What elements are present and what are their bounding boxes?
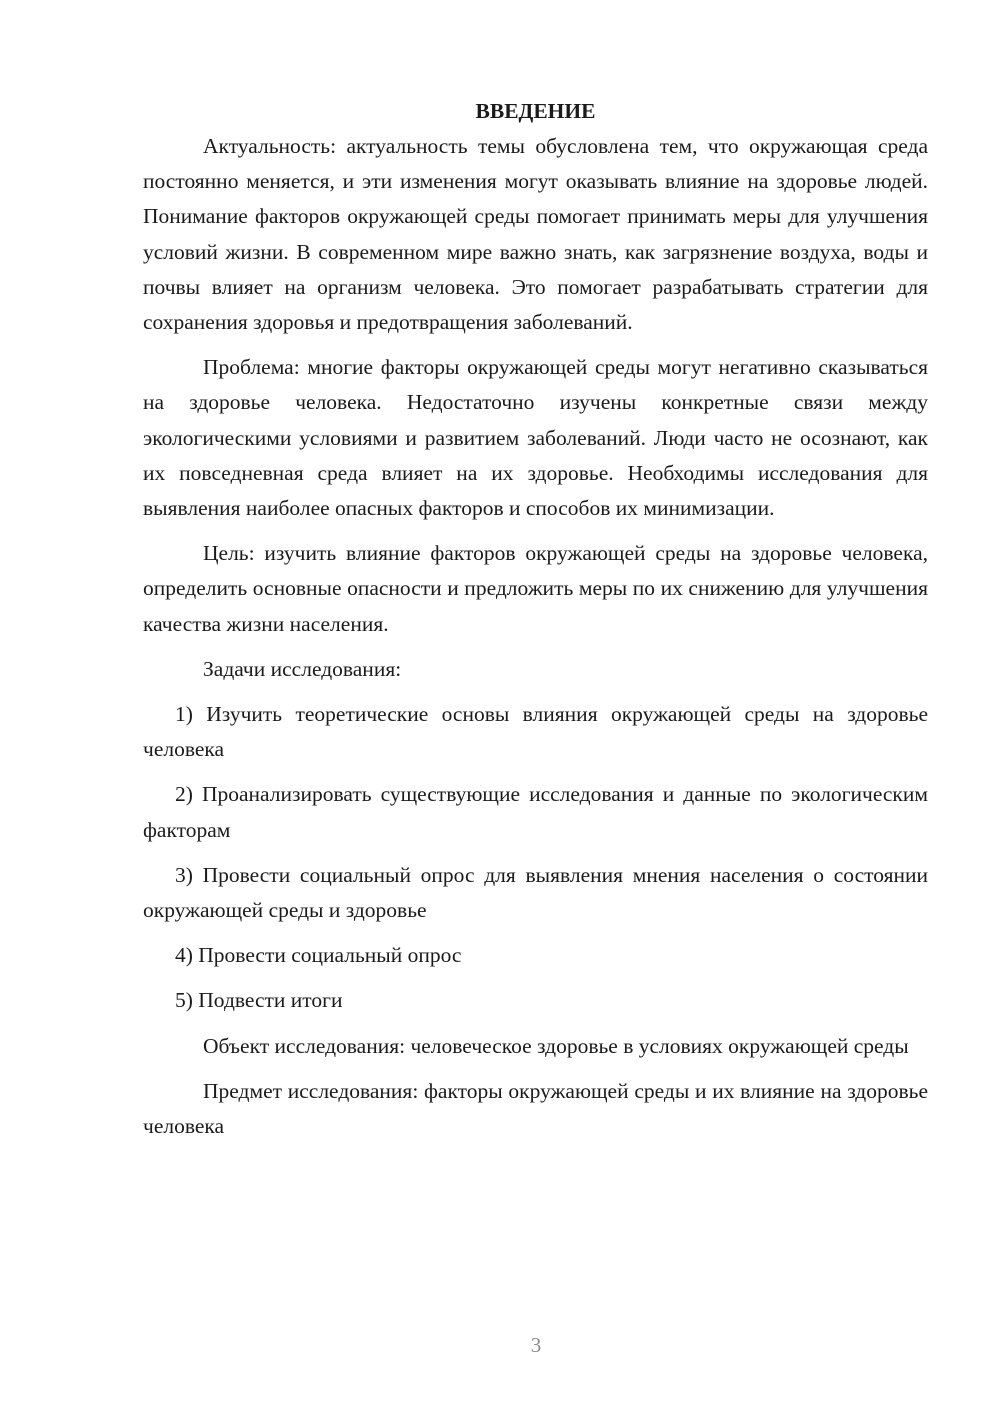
paragraph-object: Объект исследования: человеческое здоровье в условиях окружающей среды xyxy=(203,1033,909,1058)
document-page xyxy=(143,94,928,1144)
paragraph-subject: Предмет исследования: факторы окружающей среды и их влияние на здоровье человека xyxy=(143,1078,928,1139)
task-item-4: 4) Провести социальный опрос xyxy=(175,943,462,968)
task-item-5: 5) Подвести итоги xyxy=(175,988,343,1013)
task-item-2: 2) Проанализировать существующие исследования и данные по экологическим факторам xyxy=(143,782,928,842)
paragraph-goal: Цель: изучить влияние факторов окружающей среды на здоровье человека, определить основные опасности и предложить меры по их снижению для улучшения качества жизни населения. xyxy=(143,541,928,636)
paragraph-problem: Проблема: многие факторы окружающей среды могут негативно сказываться на здоровье человека. Недостаточно изучены конкретные связи между экологическими условиями и развитием заболеваний. Люди часто не осознают, как их повседневная среда влияет на их здоровье. Необходимы исследования для выявления наиболее опасных факторов и способов их минимизации. xyxy=(143,355,928,521)
task-item-1: 1) Изучить теоретические основы влияния окружающей среды на здоровье человека xyxy=(143,702,928,762)
tasks-heading: Задачи исследования: xyxy=(203,656,402,681)
section-title: ВВЕДЕНИЕ xyxy=(475,99,596,123)
page-number: 3 xyxy=(530,1333,542,1357)
task-item-3: 3) Провести социальный опрос для выявления мнения населения о состоянии окружающей среды и здоровье xyxy=(143,862,928,923)
paragraph-relevance: Актуальность: актуальность темы обусловлена тем, что окружающая среда постоянно меняется, и эти изменения могут оказывать влияние на здоровье людей. Понимание факторов окружающей среды помогает принимать меры для улучшения условий жизни. В современном мире важно знать, как загрязнение воздуха, воды и почвы влияет на организм человека. Это помогает разрабатывать стратегии для сохранения здоровья и предотвращения заболеваний. xyxy=(143,134,928,335)
